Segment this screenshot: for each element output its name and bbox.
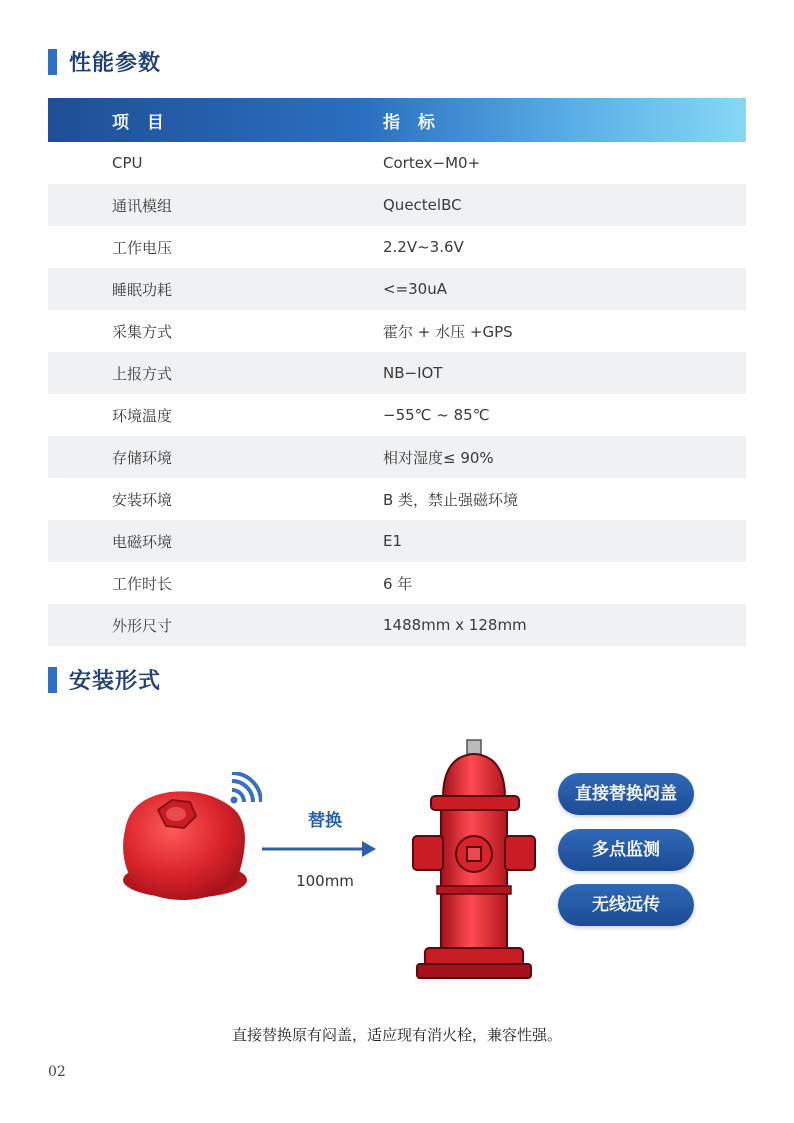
- spec-value: −55℃ ~ 85℃: [383, 406, 490, 424]
- feature-multi-point-monitoring: 多点监测: [558, 829, 694, 871]
- install-caption: 直接替换原有闷盖，适应现有消火栓，兼容性强。: [231, 1026, 562, 1044]
- header-value: 指 标: [383, 112, 441, 133]
- spec-value: Cortex−M0+: [383, 154, 481, 172]
- spec-item: 工作电压: [112, 238, 173, 257]
- dimension-label: 100mm: [296, 872, 354, 890]
- spec-item: 通讯模组: [112, 196, 173, 215]
- feature-wireless-transmission: 无线远传: [558, 884, 694, 926]
- spec-item: 电磁环境: [112, 532, 173, 551]
- spec-value: NB−IOT: [383, 364, 443, 382]
- spec-item: 采集方式: [112, 322, 173, 341]
- title-accent-bar: [48, 667, 57, 693]
- spec-item: CPU: [112, 154, 143, 172]
- spec-value: B 类，禁止强磁环境: [383, 490, 519, 509]
- title-accent-bar: [48, 49, 57, 75]
- wireless-signal-icon: [228, 772, 262, 810]
- install-section-title: [48, 664, 161, 695]
- spec-value: 相对湿度≤ 90%: [383, 448, 494, 467]
- spec-item: 安装环境: [112, 490, 173, 509]
- install-title-text: 安装形式: [69, 669, 162, 694]
- right-arrow-icon: [260, 836, 380, 866]
- spec-value: 2.2V~3.6V: [383, 238, 464, 256]
- spec-row: [48, 436, 746, 478]
- spec-value: E1: [383, 532, 403, 550]
- spec-row: [48, 268, 746, 310]
- spec-value: 6 年: [383, 574, 413, 593]
- spec-row: [48, 352, 746, 394]
- spec-row: [48, 310, 746, 352]
- spec-value: 霍尔 + 水压 +GPS: [383, 322, 513, 341]
- performance-title-text: 性能参数: [69, 51, 162, 76]
- spec-value: <=30uA: [383, 280, 447, 298]
- feature-direct-replace: 直接替换闷盖: [558, 773, 694, 815]
- spec-item: 环境温度: [112, 406, 173, 425]
- spec-row: [48, 604, 746, 646]
- spec-item: 上报方式: [112, 364, 173, 383]
- spec-row: [48, 478, 746, 520]
- spec-item: 睡眠功耗: [112, 280, 173, 299]
- page-number: 02: [48, 1064, 66, 1080]
- spec-table-header: [48, 98, 746, 142]
- spec-value: QuectelBC: [383, 196, 462, 214]
- spec-table: [48, 98, 746, 646]
- spec-item: 存储环境: [112, 448, 173, 467]
- spec-item: 工作时长: [112, 574, 173, 593]
- fire-hydrant-image: [405, 736, 545, 990]
- performance-section-title: [48, 46, 161, 77]
- spec-row: [48, 394, 746, 436]
- install-diagram: [0, 720, 794, 1020]
- spec-row: [48, 562, 746, 604]
- spec-row: [48, 226, 746, 268]
- spec-row: [48, 142, 746, 184]
- replace-label: 替换: [308, 811, 342, 831]
- header-item: 项 目: [112, 112, 170, 133]
- spec-row: [48, 520, 746, 562]
- spec-row: [48, 184, 746, 226]
- spec-value: 1488mm x 128mm: [383, 616, 527, 634]
- spec-item: 外形尺寸: [112, 616, 173, 635]
